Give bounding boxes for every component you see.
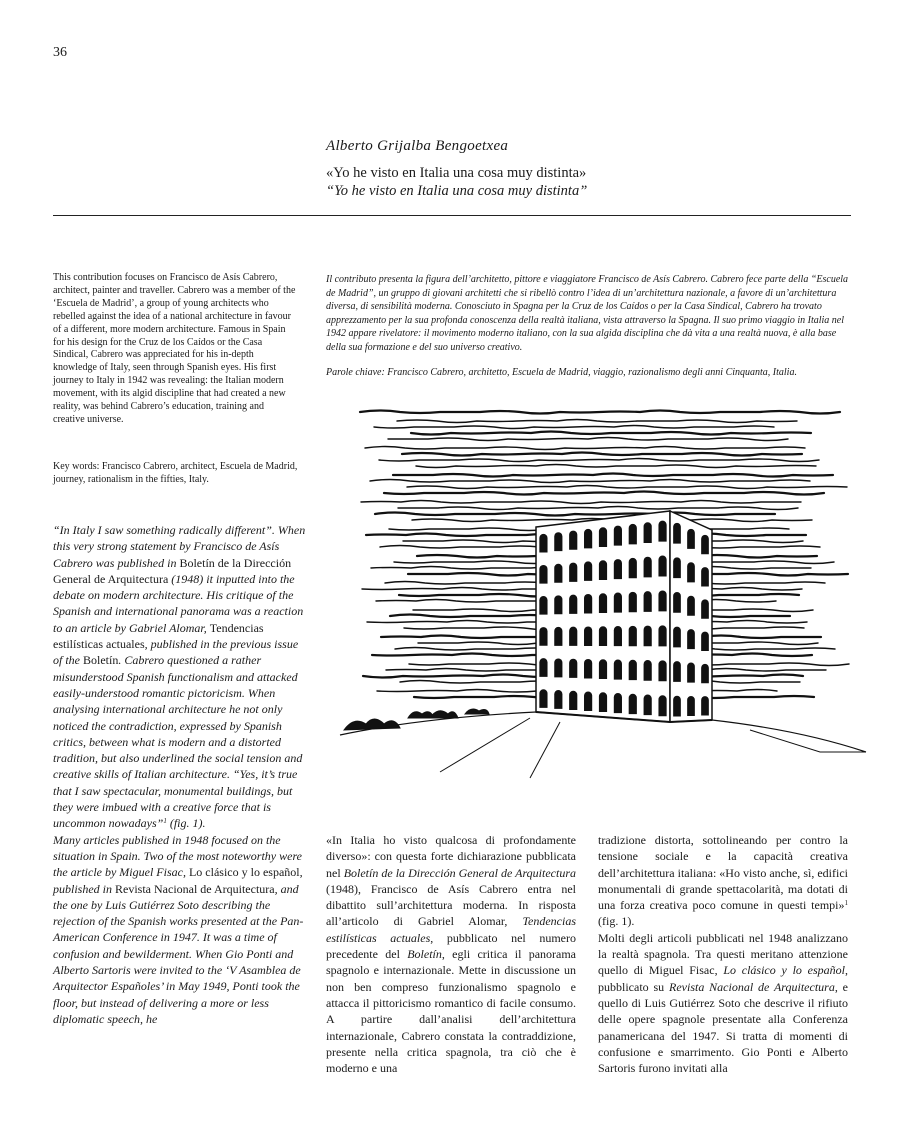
body-it-text: Molti degli articoli pubblicati nel 1948 analizzano la realtà spagnola. Tra questi meritano attenzione quello di Miguel Fisac, — [598, 930, 848, 978]
body-it-text: , pubblicato su — [598, 963, 849, 994]
body-it-text: , e quello di Luis Gutiérrez Soto che descrive il rifiuto delle opere spagnole presentate alla Conferenza panamericana del 1947. Si tratta di momenti di confusione e smarrimento. Gio Ponti e Alberto Sartoris furono invitati alla — [598, 979, 849, 1076]
body-en-text: , published in — [53, 865, 303, 896]
title-spanish: «Yo he visto en Italia una cosa muy distinta» — [326, 165, 587, 181]
body-it-text: (1948), Francisco de Asís Cabrero entra nel dibattito sull’architettura moderna. In risposta all’articolo di Gabriel Alomar, — [326, 881, 576, 929]
publication-title: Revista Nacional de Arquitectura — [669, 979, 835, 994]
publication-title: Boletín de la Dirección General de Arquitectura — [53, 555, 292, 586]
body-it-text: (fig. 1). — [598, 914, 635, 929]
page-number: 36 — [53, 45, 67, 60]
abstract-italian: Il contributo presenta la figura dell’architetto, pittore e viaggiatore Francisco de Asís Cabrero. Cabrero fece parte della “Escuela de Madrid”, un gruppo di giovani architetti che si ribellò contro l’idea di un’architettura nazionale, a favore di un’architettura diversa, di sensibilità moderna. Conosciuto in Spagna per la Cruz de los Caídos o per la Casa Sindical, Cabrero ha trovato apprezzamento per la sua profonda conoscenza della realtà italiana, vista attraverso la Spagna. Il suo primo viaggio in Italia nel 1942 appare rivelatore: il movimento moderno italiano, con la sua algida disciplina che dà vita a una realtà nuova, è alla base della sua formazione e del suo universo creativo. — [326, 274, 849, 353]
body-en-text: , published in the previous issue of the — [53, 637, 299, 668]
author-name: Alberto Grijalba Bengoetxea — [326, 138, 509, 154]
abstract-english — [53, 272, 298, 427]
publication-title: Boletín de la Dirección General de Arquitectura — [343, 865, 576, 880]
abstract-english-text: This contribution focuses on Francisco de Asís Cabrero, architect, painter and traveller. Cabrero was a member of the ‘Escuela de Madrid’, a group of young architects who rebelled against the idea of a national architecture in favour of a different, more modern architecture. Famous in Spain for his design for the Cruz de los Caídos or the Casa Sindical, Cabrero was appreciated for his in-depth knowledge of Italy, seen through Spanish eyes. His first journey to Italy in 1942 was revealing: the Italian modern movement, with its algid discipline that had created a new reality, was behind Cabrero’s education, training and creative universe. — [53, 272, 296, 425]
body-italian-column-2 — [598, 832, 848, 1076]
body-it-text: , pubblicato nel numero precedente del — [326, 930, 576, 962]
body-en-text: . Cabrero questioned a rather misunderstood Spanish functionalism and attacked easily-understood romantic pictoricism. When analysing international architecture he not only noticed the contradiction, expressed by Spanish critics, between what is modern and a distorted tradition, but also underlined the social tension and creative skills of Italian architecture. “Yes, it’s true that I saw spectacular, monumental buildings, but they were imbued with a creative force that is uncommon nowadays” — [53, 653, 303, 831]
body-it-text: tradizione distorta, sottolineando per contro la tensione sociale e la capacità creativa dell’architettura italiana: «Ho visto anche, sì, edifici monumentali di grande spettacolarità, ma dotati di una forza creativa poco comune in questi tempi» — [598, 833, 848, 913]
publication-title: Boletín — [83, 653, 119, 668]
publication-title: Revista Nacional de Arquitectura — [115, 881, 275, 896]
keywords-italian: Parole chiave: Francisco Cabrero, architetto, Escuela de Madrid, viaggio, razionalismo degli anni Cinquanta, Italia. — [326, 367, 797, 378]
body-en-text: (1948) it inputted into the debate on modern architecture. His critique of the Spanish and international panorama was a reaction to an article by Gabriel Alomar, — [53, 571, 304, 635]
building — [536, 511, 712, 722]
body-en-text: Many articles published in 1948 focused on the situation in Spain. Two of the most noteworthy were the article by Miguel Fisac, — [53, 832, 302, 880]
footnote-ref: 1 — [163, 817, 167, 826]
ground — [340, 709, 866, 778]
publication-title: Boletín — [407, 947, 442, 962]
article-title: Tendencias estilísticas actuales — [53, 620, 264, 652]
title-italic: “Yo he visto en Italia una cosa muy distinta” — [326, 183, 588, 199]
body-it-text: «In Italia ho visto qualcosa di profondamente diverso»: con questa forte dichiarazione pubblicata nel — [326, 833, 576, 880]
article-header — [326, 138, 826, 200]
header-divider — [53, 215, 851, 216]
body-en-text: (fig. 1). — [166, 816, 206, 831]
article-title: Lo clásico y lo español — [188, 865, 300, 880]
footnote-ref: 1 — [844, 899, 848, 908]
building-sketch-figure — [330, 400, 870, 780]
body-en-text: “In Italy I saw something radically different”. When this very strong statement by Francisco de Asís Cabrero was published in — [53, 523, 306, 570]
article-title: Lo clásico y lo español — [723, 963, 846, 978]
body-italian-column-1 — [326, 832, 576, 1076]
body-it-text: , egli critica il panorama spagnolo e internazionale. Mette in discussione un non ben compreso funzionalismo spagnolo e attacca il pittoricismo romantico di facile consumo. A partire dall’analisi dell’architettura internazionale, Cabrero constata la contraddizione, presente nella critica spagnola, tra ciò che è moderno e una — [326, 947, 577, 1076]
article-title: Tendencias estilísticas actuales — [326, 914, 576, 945]
keywords-english: Key words: Francisco Cabrero, architect, Escuela de Madrid, journey, rationalism in the fifties, Italy. — [53, 461, 298, 485]
body-english-column — [53, 522, 309, 1027]
body-en-text: , and the one by Luis Gutiérrez Soto describing the rejection of the Spanish works presented at the Pan-American Conference in 1947. It was a time of confusion and bewilderment. When Gio Ponti and Alberto Sartoris were invited to the ‘V Asamblea de Arquitector Españoles’ in May 1949, Ponti took the floor, but instead of delivering a more or less diplomatic speech, he — [53, 881, 304, 1026]
